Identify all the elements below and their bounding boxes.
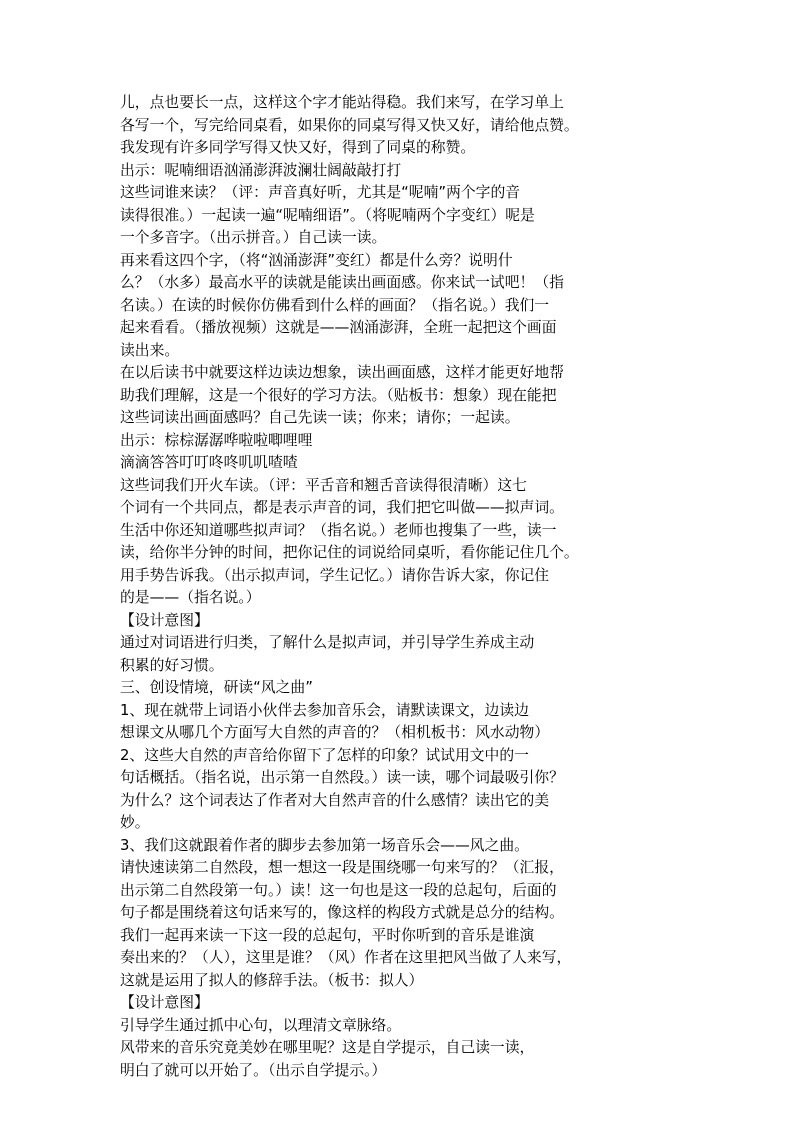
text-line: 助我们理解，这是一个很好的学习方法。（贴板书：想象）现在能把 <box>120 386 557 404</box>
text-line: 通过对词语进行归类，了解什么是拟声词，并引导学生养成主动 <box>120 634 535 651</box>
text-line: 么？（水多）最高水平的读就是能读出画面感。你来试一试吧！（指 <box>120 274 564 291</box>
text-line: 这些词读出画面感吗？自己先读一读；你来；请你；一起读。 <box>120 409 520 426</box>
text-line: 滴滴答答叮叮咚咚叽叽喳喳 <box>120 454 298 471</box>
text-line: 出示第二自然段第一句。）读！这一句也是这一段的总起句，后面的 <box>120 881 557 899</box>
text-line: 读出来。 <box>120 341 180 359</box>
text-line: 出示：棕棕潺潺哗啦啦唧哩哩 <box>120 431 313 449</box>
section-heading: 三、创设情境，研读“风之曲” <box>120 679 313 696</box>
text-line: 这些词谁来读？（评：声音真好听，尤其是“呢喃”两个字的音 <box>120 184 521 201</box>
text-line: 名读。）在读的时候你仿佛看到什么样的画面？（指名说。）我们一 <box>120 296 550 314</box>
text-line: 生活中你还知道哪些拟声词？（指名说。）老师也搜集了一些，读一 <box>120 521 557 539</box>
text-line: 我们一起再来读一下这一段的总起句，平时你听到的音乐是谁演 <box>120 926 535 944</box>
text-line: 我发现有许多同学写得又快又好，得到了同桌的称赞。 <box>120 139 476 156</box>
text-line: 出示：呢喃细语汹涌澎湃波澜壮阔敲敲打打 <box>120 161 402 179</box>
text-line: 为什么？这个词表达了作者对大自然声音的什么感情？读出它的美 <box>120 791 550 809</box>
text-line: 句子都是围绕着这句话来写的，像这样的构段方式就是总分的结构。 <box>120 904 564 921</box>
section-heading: 【设计意图】 <box>120 611 209 629</box>
text-line: 想课文从哪几个方面写大自然的声音的？（相机板书：风水动物） <box>120 724 550 741</box>
text-line: 明白了就可以开始了。（出示自学提示。） <box>120 1061 387 1079</box>
text-line: 请快速读第二自然段，想一想这一段是围绕哪一句来写的？（汇报， <box>120 859 564 876</box>
text-line: 3、我们这就跟着作者的脚步去参加第一场音乐会——风之曲。 <box>120 836 529 854</box>
text-line: 读得很准。）一起读一遍“呢喃细语”。（将呢喃两个字变红）呢是 <box>120 206 535 224</box>
text-line: 风带来的音乐究竟美妙在哪里呢？这是自学提示，自己读一读， <box>120 1039 535 1056</box>
text-line: 1、现在就带上词语小伙伴去参加音乐会，请默读课文，边读边 <box>120 701 529 719</box>
text-line: 妙。 <box>120 814 150 831</box>
document-page <box>120 92 620 1082</box>
text-line: 这就是运用了拟人的修辞手法。（板书：拟人） <box>120 971 424 989</box>
text-line: 奏出来的？（人），这里是谁？（风）作者在这里把风当做了人来写， <box>120 949 572 966</box>
section-heading: 【设计意图】 <box>120 994 209 1011</box>
text-line: 在以后读书中就要这样边读边想象，读出画面感，这样才能更好地帮 <box>120 364 564 381</box>
text-line: 儿，点也要长一点，这样这个字才能站得稳。我们来写，在学习单上 <box>120 94 564 111</box>
text-line: 读，给你半分钟的时间，把你记住的词说给同桌听，看你能记住几个。 <box>120 544 579 561</box>
text-line: 再来看这四个字，（将“汹涌澎湃”变红）都是什么旁？说明什 <box>120 251 513 269</box>
text-line: 的是——（指名说。） <box>120 589 261 606</box>
text-line: 各写一个，写完给同桌看，如果你的同桌写得又快又好，请给他点赞。 <box>120 116 579 134</box>
text-line: 引导学生通过抓中心句，以理清文章脉络。 <box>120 1016 402 1034</box>
text-line: 起来看看。（播放视频）这就是——汹涌澎湃，全班一起把这个画面 <box>120 319 557 336</box>
text-line: 用手势告诉我。（出示拟声词，学生记忆。）请你告诉大家，你记住 <box>120 566 550 584</box>
text-line: 这些词我们开火车读。（评：平舌音和翘舌音读得很清晰）这七 <box>120 476 527 494</box>
text-line: 积累的好习惯。 <box>120 656 224 674</box>
text-line: 2、这些大自然的声音给你留下了怎样的印象？试试用文中的一 <box>120 746 529 764</box>
text-line: 句话概括。（指名说，出示第一自然段。）读一读，哪个词最吸引你？ <box>120 769 564 786</box>
text-line: 一个多音字。（出示拼音。）自己读一读。 <box>120 229 387 246</box>
text-line: 个词有一个共同点，都是表示声音的词，我们把它叫做——拟声词。 <box>120 499 564 516</box>
